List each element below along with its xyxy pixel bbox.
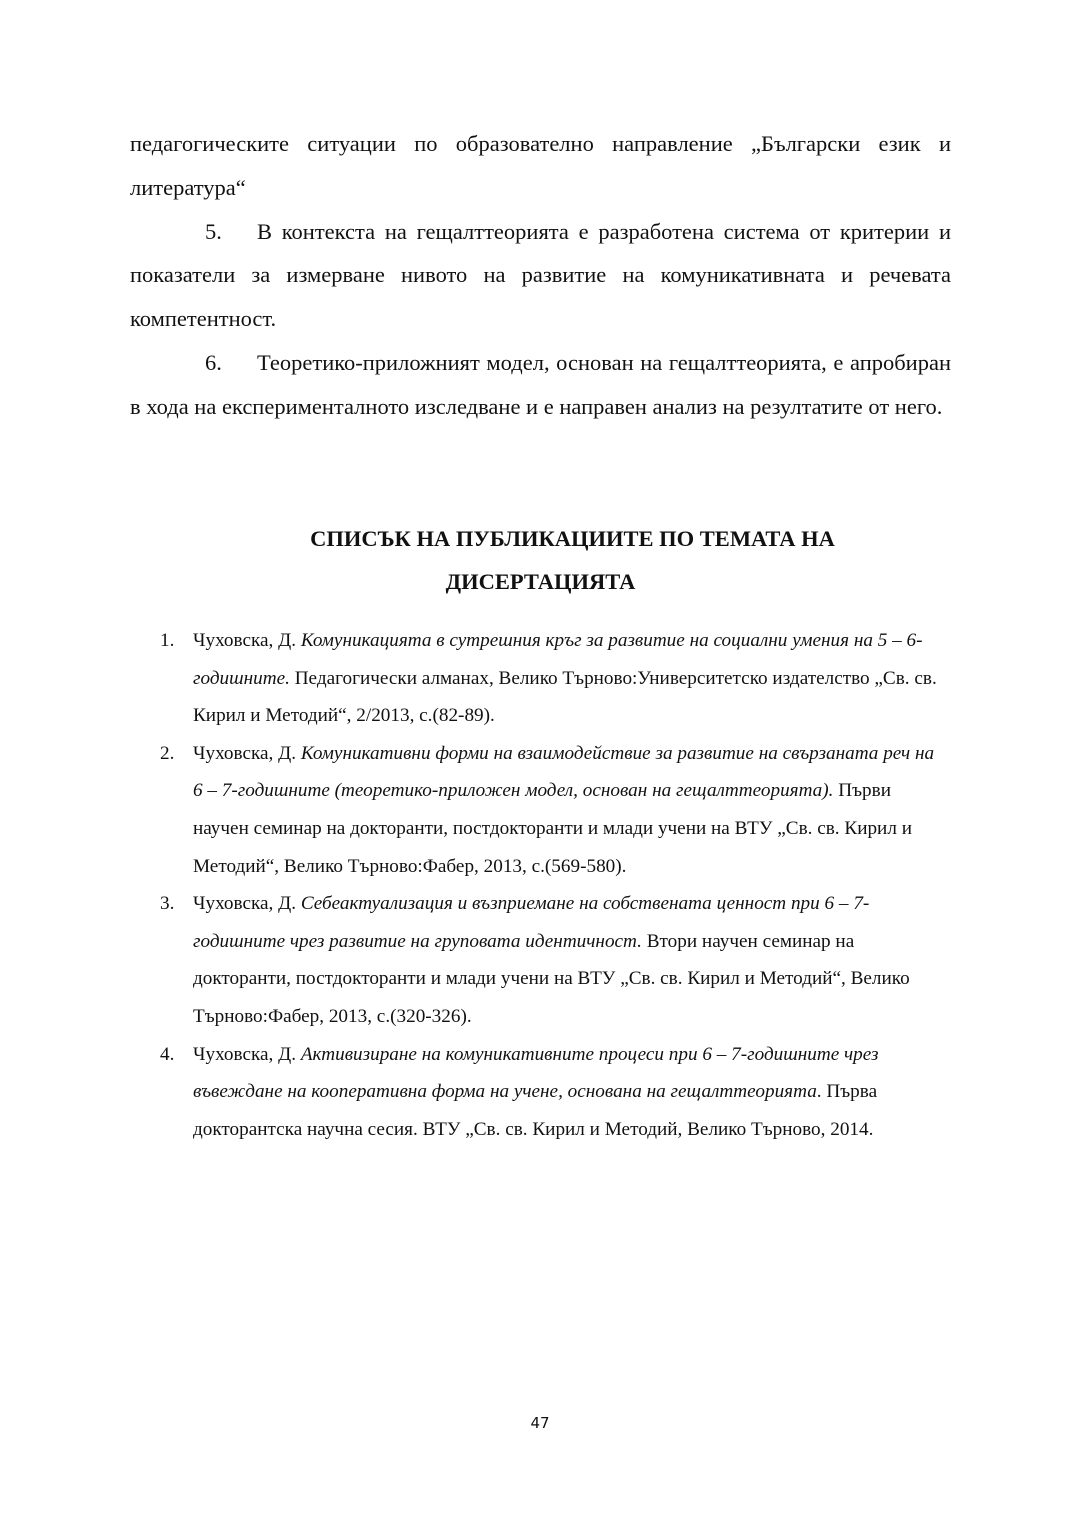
section-heading (130, 517, 951, 603)
pub-source: Втори научен семинар на докторанти, постдокторанти и млади учени на ВТУ „Св. св. Кирил и Методий“, Велико Търново:Фабер, 2013, с.(320-326). (193, 930, 910, 1027)
paragraph-5 (130, 210, 951, 341)
item-number: 1. (160, 630, 175, 651)
publication-item (160, 1036, 950, 1149)
publication-item (160, 622, 950, 735)
paragraph-text: Теоретико-приложният модел, основан на гещалттеорията, е апробиран в хода на експерименталното изследване и е направен анализ на резултатите от него. (130, 349, 951, 419)
pub-author: Чуховска, Д. (193, 630, 301, 651)
paragraph-continuation: педагогическите ситуации по образователно направление „Български език и литература“ (130, 131, 951, 200)
item-number: 2. (160, 742, 175, 764)
publication-list (160, 622, 950, 1148)
pub-author: Чуховска, Д. (193, 1043, 301, 1065)
pub-author: Чуховска, Д. (193, 742, 301, 764)
publication-item (160, 735, 950, 885)
pub-title: Себеактуализация и възприемане на собствената ценност при 6 – 7-годишните чрез развитие на груповата идентичност. (193, 893, 870, 952)
pub-source: Педагогически алманах, Велико Търново:Университетско издателство „Св. св. Кирил и Методий“, 2/2013, с.(82-89). (193, 667, 937, 727)
pub-title: Комуникацията в сутрешния кръг за развитие на социални умения на 5 – 6-годишните. (193, 630, 923, 689)
paragraph-text: В контекста на гещалттеорията е разработена система от критерии и показатели за измерване нивото на развитие на комуникативната и речевата компетентност. (130, 218, 951, 332)
heading-line-2: ДИСЕРТАЦИЯТА (445, 569, 636, 594)
body-text (130, 122, 951, 429)
item-number: 3. (160, 893, 175, 915)
pub-source: . Първа докторантска научна сесия. ВТУ „Св. св. Кирил и Методий, Велико Търново, 2014. (193, 1081, 878, 1140)
paragraph-number: 5. (205, 218, 222, 244)
pub-source: Първи научен семинар на докторанти, постдокторанти и млади учени на ВТУ „Св. св. Кирил и Методий“, Велико Търново:Фабер, 2013, с.(569-580). (193, 780, 912, 877)
item-number: 4. (160, 1043, 175, 1065)
pub-title: Активизиране на комуникативните процеси при 6 – 7-годишните чрез въвеждане на кооперативна форма на учене, основана на гещалттеорията (193, 1043, 879, 1103)
paragraph-6 (130, 341, 951, 429)
pub-title: Комуникативни форми на взаимодействие за развитие на свързаната реч на 6 – 7-годишните (теоретико-приложен модел, основан на гещалттеорията). (193, 742, 935, 802)
publication-item (160, 885, 950, 1035)
page-number: 47 (530, 1414, 550, 1432)
heading-line-1: СПИСЪК НА ПУБЛИКАЦИИТЕ ПО ТЕМАТА НА (310, 526, 835, 551)
pub-author: Чуховска, Д. (193, 893, 301, 915)
paragraph-number: 6. (205, 349, 222, 375)
